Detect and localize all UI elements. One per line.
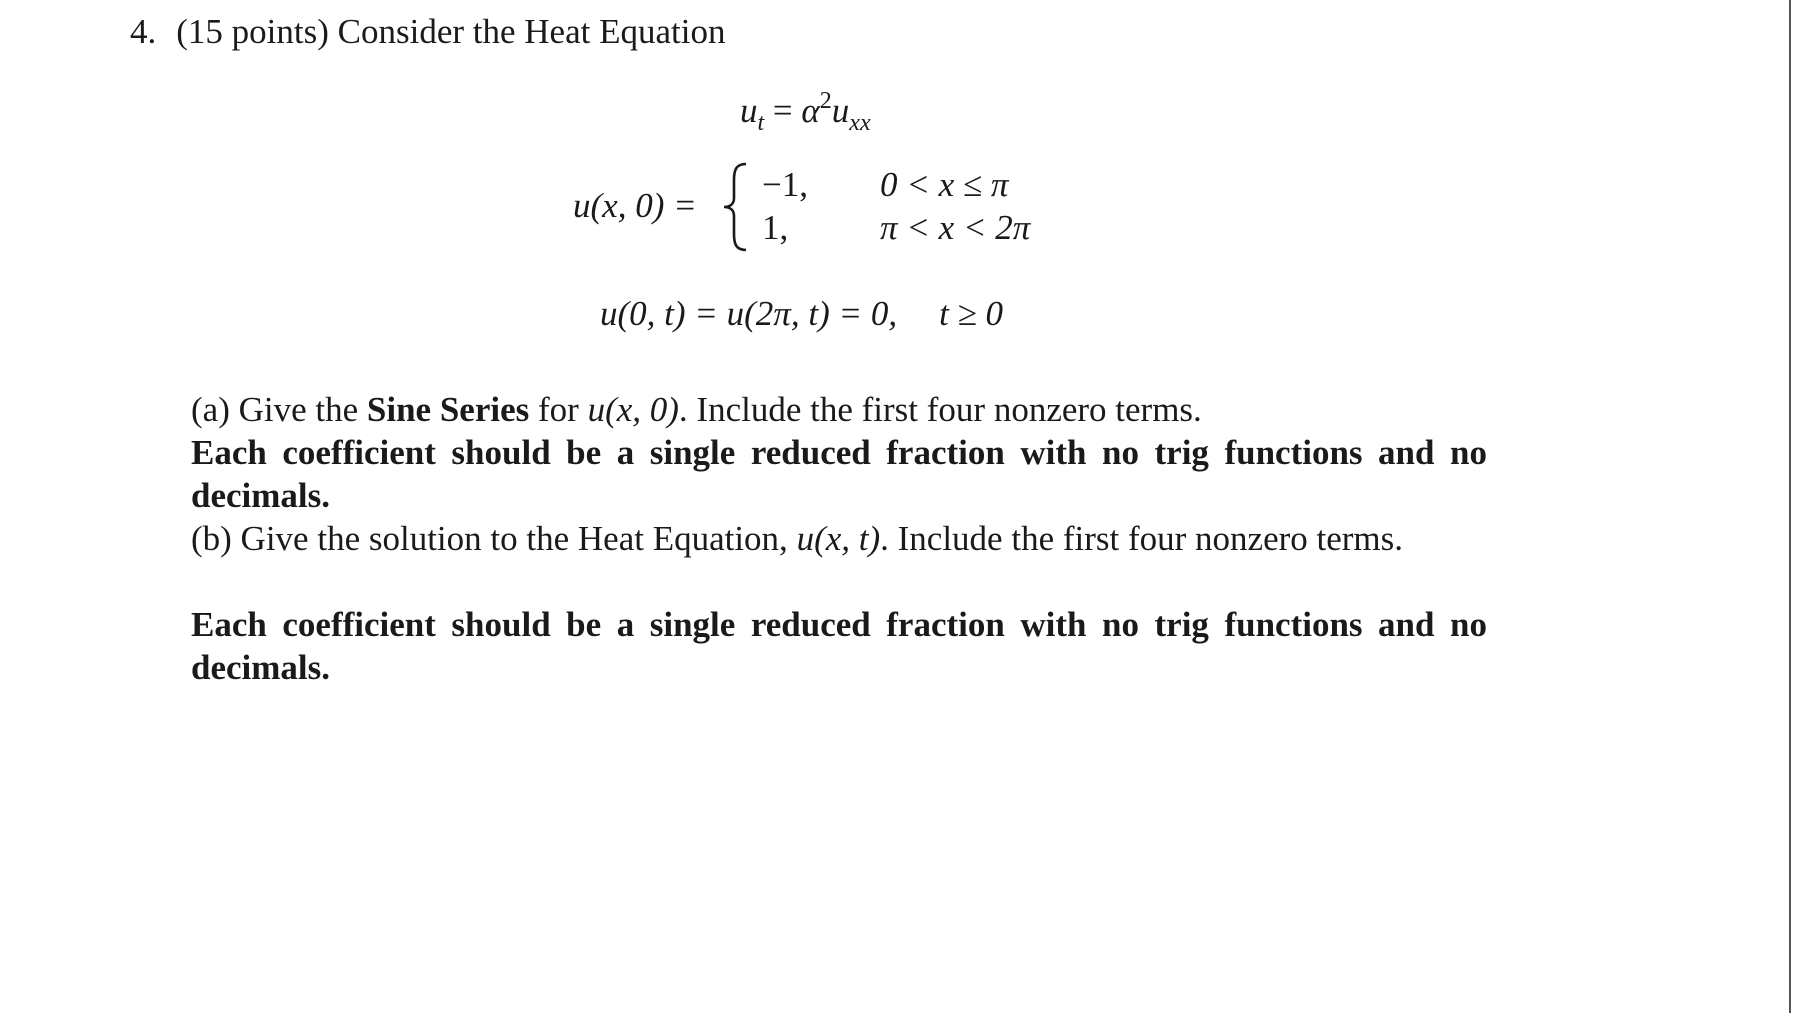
left-brace-icon [722,162,748,252]
case1-value: −1, [762,165,808,204]
part-a-func: u(x, 0) [587,390,679,429]
pde-rhs-sub: xx [849,110,871,136]
problem-heading [130,12,725,52]
part-a-prefix: (a) Give the [191,390,367,429]
pde-lhs-sub: t [757,110,765,136]
heat-equation [740,88,871,137]
page-right-edge [1789,0,1791,1013]
pde-equals: = [772,91,793,130]
boundary-time-condition: t ≥ 0 [939,294,1004,333]
part-b-note: Each coefficient should be a single reduced fraction with no trig functions and no decimals. [191,605,1487,687]
case2-condition: π < x < 2π [880,208,1031,247]
pde-lhs-var: u [740,91,758,130]
part-b-suffix: . Include the first four nonzero terms. [880,519,1404,558]
problem-number: 4. [130,12,157,51]
pde-rhs-var: u [831,91,850,130]
part-a-suffix: . Include the first four nonzero terms. [678,390,1202,429]
initial-condition-lhs: u(x, 0) = [573,186,697,225]
part-a-question [191,388,1487,431]
part-a-note: Each coefficient should be a single reduced fraction with no trig functions and no decimals. [191,433,1487,515]
pde-power: 2 [819,88,832,114]
boundary-text: u(0, t) = u(2π, t) = 0, [600,294,898,333]
part-b-prefix: (b) Give the solution to the Heat Equation, [191,519,797,558]
case1-condition: 0 < x ≤ π [880,165,1009,204]
case2-value: 1, [762,208,789,247]
problem-heading-text: (15 points) Consider the Heat Equation [176,12,726,51]
part-a-emphasis: Sine Series [366,390,530,429]
part-b-question [191,517,1487,560]
part-b-func: u(x, t) [796,519,881,558]
pde-coef: α [801,91,820,130]
part-a-middle: for [529,390,588,429]
boundary-condition [600,294,1003,334]
